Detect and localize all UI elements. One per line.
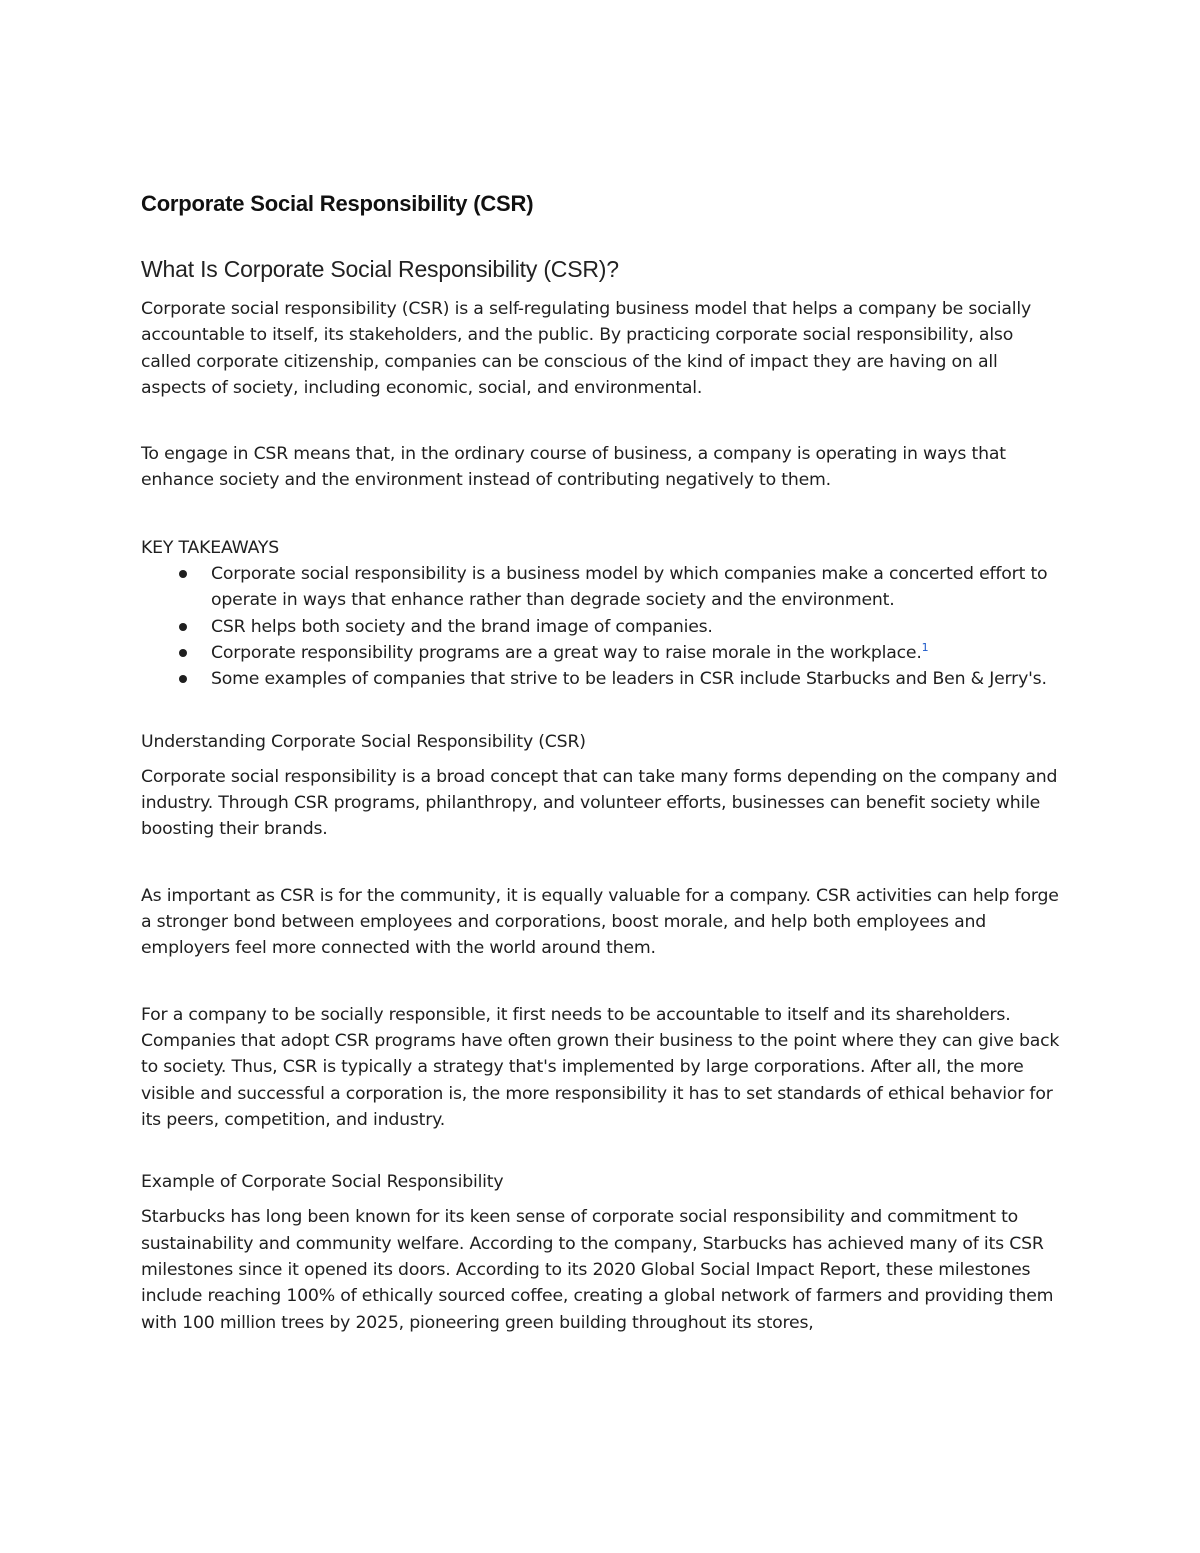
intro-paragraph-2: To engage in CSR means that, in the ordinary course of business, a company is operating in ways that enhance society and the environment instead of contributing negatively to them.	[141, 444, 1006, 491]
list-item	[211, 666, 1061, 692]
intro-paragraph-1: Corporate social responsibility (CSR) is a self-regulating business model that helps a company be socially accountable to itself, its stakeholders, and the public. By practicing corporate social responsibility, also called corporate citizenship, companies can be conscious of the kind of impact they are having on all aspects of society, including economic, social, and environmental.	[141, 299, 1032, 398]
takeaway-text: Corporate responsibility programs are a great way to raise morale in the workplace.	[211, 642, 922, 663]
footnote-link[interactable]: 1	[921, 641, 929, 655]
takeaway-text: CSR helps both society and the brand image of companies.	[211, 616, 713, 637]
document-page	[141, 190, 1061, 1336]
understanding-paragraph-1: Corporate social responsibility is a broad concept that can take many forms depending on the company and industry. Through CSR programs, philanthropy, and volunteer efforts, businesses can benefit society while boosting their brands.	[141, 766, 1058, 840]
key-takeaways-label: KEY TAKEAWAYS	[141, 537, 280, 558]
example-paragraph-1: Starbucks has long been known for its keen sense of corporate social responsibility and commitment to sustainability and community welfare. According to the company, Starbucks has achieved many of its CSR milestones since it opened its doors. According to its 2020 Global Social Impact Report, these milestones include reaching 100% of ethically sourced coffee, creating a global network of farmers and providing them with 100 million trees by 2025, pioneering green building throughout its stores,	[141, 1207, 1054, 1333]
section-heading-example: Example of Corporate Social Responsibility	[141, 1172, 504, 1193]
section-heading-understanding: Understanding Corporate Social Responsibility (CSR)	[141, 731, 586, 752]
understanding-paragraph-2: As important as CSR is for the community, it is equally valuable for a company. CSR activities can help forge a stronger bond between employees and corporations, boost morale, and help both employees and employers feel more connected with the world around them.	[141, 885, 1059, 959]
list-item	[211, 640, 1061, 666]
section-heading-what-is-csr: What Is Corporate Social Responsibility (CSR)?	[141, 256, 619, 282]
key-takeaways-list	[141, 561, 1061, 692]
understanding-paragraph-3: For a company to be socially responsible, it first needs to be accountable to itself and its shareholders. Companies that adopt CSR programs have often grown their business to the point where they can give back to society. Thus, CSR is typically a strategy that's implemented by large corporations. After all, the more visible and successful a corporation is, the more responsibility it has to set standards of ethical behavior for its peers, competition, and industry.	[141, 1004, 1060, 1130]
list-item	[211, 614, 1061, 640]
takeaway-text: Some examples of companies that strive to be leaders in CSR include Starbucks and Ben & Jerry's.	[211, 669, 1047, 690]
takeaway-text: Corporate social responsibility is a business model by which companies make a concerted effort to operate in ways that enhance rather than degrade society and the environment.	[211, 564, 1048, 611]
list-item	[211, 561, 1061, 614]
document-title: Corporate Social Responsibility (CSR)	[141, 191, 534, 216]
